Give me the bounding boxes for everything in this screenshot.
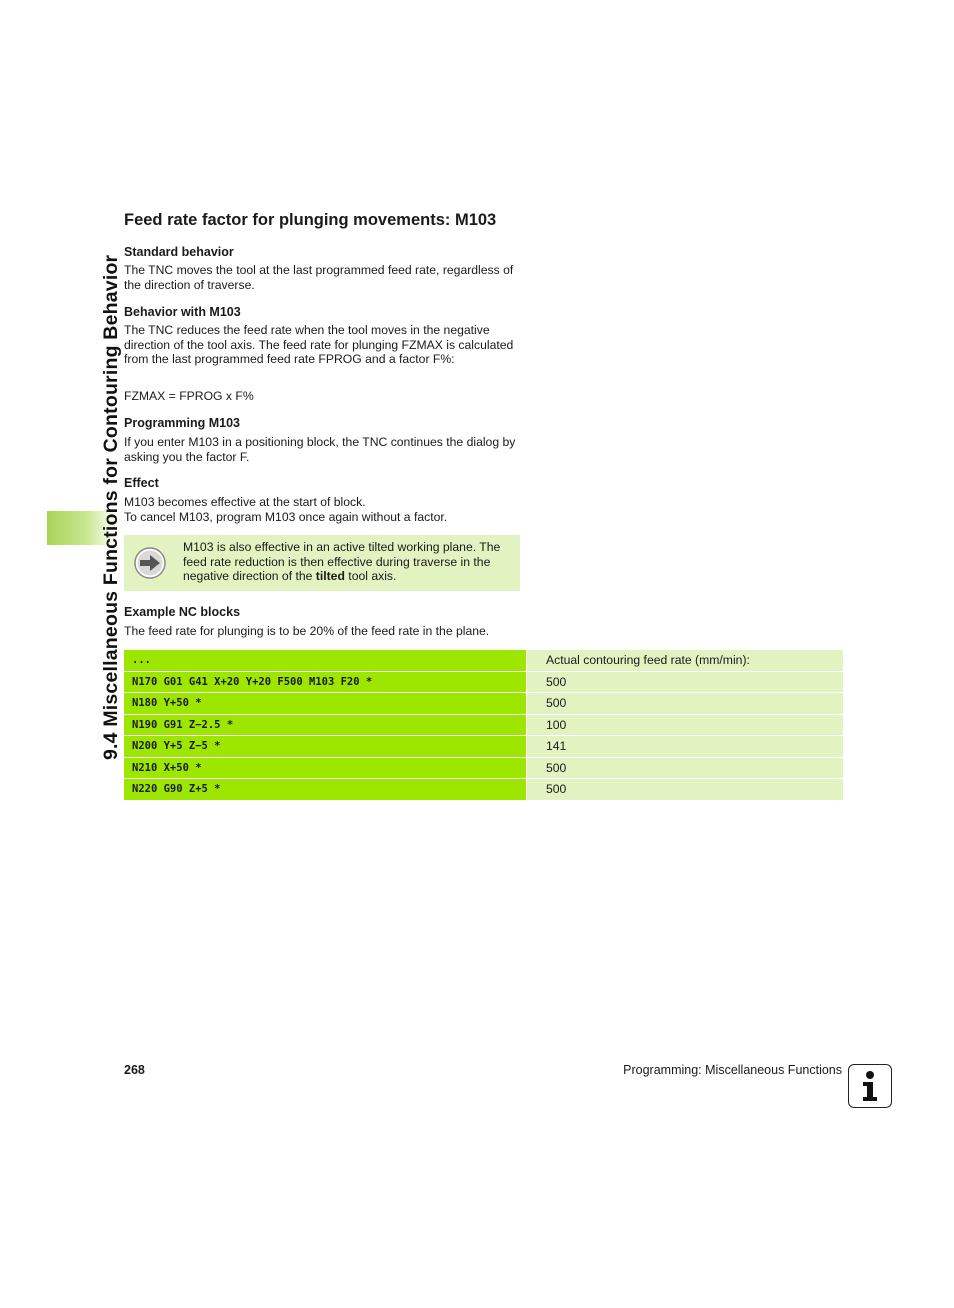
- nc-comment-cell: 141: [526, 736, 843, 758]
- behavior-m103-heading: Behavior with M103: [124, 305, 241, 319]
- nc-code-cell: N200 Y+5 Z−5 *: [124, 736, 526, 758]
- nc-comment-cell: 500: [526, 672, 843, 694]
- nc-code-cell: N220 G90 Z+5 *: [124, 779, 526, 801]
- table-row: [124, 693, 843, 715]
- note-text: M103 is also effective in an active tilted working plane. The feed rate reduction is then effective during traverse in the negative direction of the tilted tool axis.: [183, 540, 501, 584]
- nc-code-cell: N180 Y+50 *: [124, 693, 526, 715]
- table-row: [124, 715, 843, 737]
- nc-code-cell: N170 G01 G41 X+20 Y+20 F500 M103 F20 *: [124, 672, 526, 694]
- nc-comment-cell: 500: [526, 758, 843, 780]
- note-box: [124, 535, 520, 591]
- nc-code-cell: ...: [124, 650, 526, 672]
- nc-comment-cell: Actual contouring feed rate (mm/min):: [526, 650, 843, 672]
- nc-comment-cell: 100: [526, 715, 843, 737]
- note-bold-word: tilted: [315, 569, 345, 584]
- standard-behavior-text: The TNC moves the tool at the last programmed feed rate, regardless of the direction of traverse.: [124, 263, 514, 292]
- effect-heading: Effect: [124, 476, 159, 490]
- example-text: The feed rate for plunging is to be 20% of the feed rate in the plane.: [124, 624, 490, 638]
- table-row: [124, 736, 843, 758]
- effect-line-1: M103 becomes effective at the start of block.: [124, 495, 366, 509]
- table-row: [124, 650, 843, 672]
- effect-line-2: To cancel M103, program M103 once again without a factor.: [124, 509, 448, 524]
- nc-blocks-table: [124, 650, 843, 801]
- chapter-side-title: 9.4 Miscellaneous Functions for Contouring Behavior: [100, 254, 122, 760]
- table-row: [124, 779, 843, 801]
- programming-m103-text: If you enter M103 in a positioning block, the TNC continues the dialog by asking you the factor F.: [124, 435, 516, 464]
- fzmax-formula: FZMAX = FPROG x F%: [124, 389, 254, 403]
- table-row: [124, 758, 843, 780]
- behavior-m103-text: The TNC reduces the feed rate when the tool moves in the negative direction of the tool axis. The feed rate for plunging FZMAX is calculated from the last programmed feed rate FPROG and a factor F%:: [124, 323, 514, 367]
- nc-code-cell: N210 X+50 *: [124, 758, 526, 780]
- footer-chapter-title: Programming: Miscellaneous Functions: [623, 1063, 842, 1077]
- arrow-right-icon: [134, 547, 166, 579]
- nc-comment-cell: 500: [526, 779, 843, 801]
- nc-code-cell: N190 G91 Z−2.5 *: [124, 715, 526, 737]
- info-icon: [848, 1064, 892, 1108]
- nc-comment-cell: 500: [526, 693, 843, 715]
- programming-m103-heading: Programming M103: [124, 416, 241, 430]
- section-heading: Feed rate factor for plunging movements: M103: [124, 211, 497, 229]
- table-row: [124, 672, 843, 694]
- example-heading: Example NC blocks: [124, 605, 241, 619]
- standard-behavior-heading: Standard behavior: [124, 245, 234, 259]
- page-number: 268: [124, 1063, 145, 1077]
